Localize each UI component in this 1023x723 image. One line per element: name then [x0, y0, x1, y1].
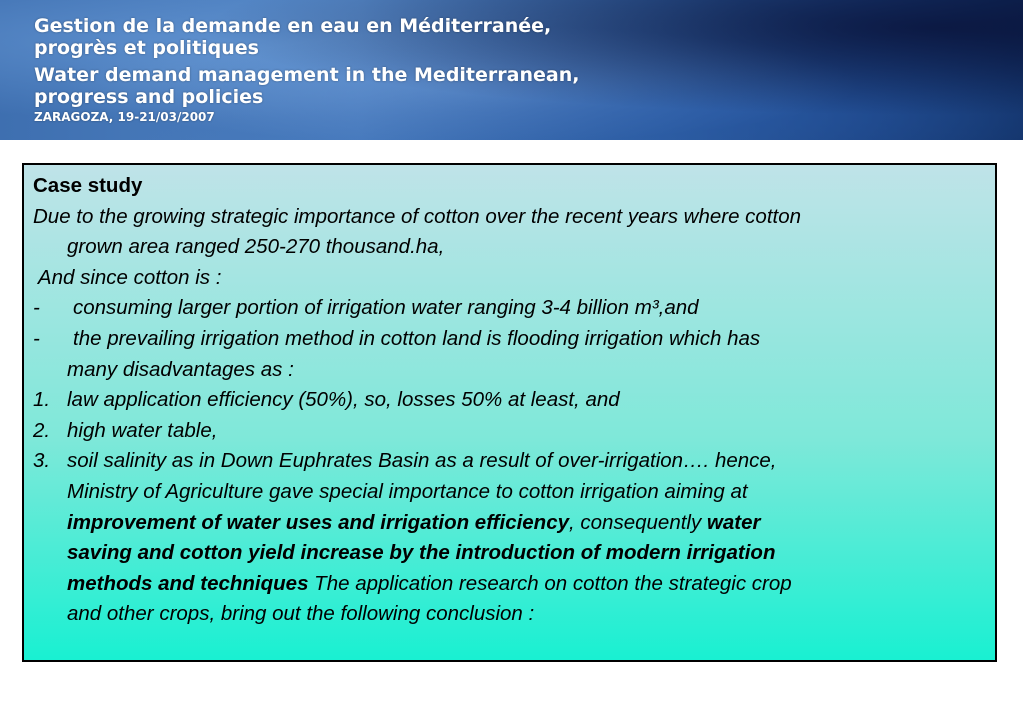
bullet-marker: - — [33, 326, 40, 350]
intro-line-1: Due to the growing strategic importance of cotton over the recent years where cotton — [33, 204, 802, 228]
numbered-item-1 — [33, 385, 988, 416]
item-3-line-5 — [33, 569, 988, 600]
since-line: And since cotton is : — [33, 265, 222, 289]
item-number: 1. — [33, 388, 51, 412]
item-number: 2. — [33, 418, 51, 442]
item-3-line-4: saving and cotton yield increase by the introduction of modern irrigation — [67, 541, 776, 565]
bullet-text: the prevailing irrigation method in cotton land is flooding irrigation which has — [73, 326, 761, 350]
banner-title-en-line2: progress and policies — [34, 86, 264, 108]
case-study-box — [22, 163, 997, 662]
item-3-line-3 — [33, 508, 988, 539]
case-study-heading: Case study — [33, 174, 143, 197]
bullet-item-1 — [33, 293, 988, 324]
numbered-item-3 — [33, 446, 988, 477]
banner-location-date: ZARAGOZA, 19-21/03/2007 — [34, 110, 215, 124]
conference-banner — [0, 0, 1023, 140]
case-study-content — [33, 171, 988, 630]
bullet-2-continuation: many disadvantages as : — [67, 357, 294, 381]
banner-title-fr-line1: Gestion de la demande en eau en Méditerranée, — [34, 15, 552, 37]
item-text: soil salinity as in Down Euphrates Basin as a result of over-irrigation…. hence, — [67, 449, 777, 473]
item-3-line-6: and other crops, bring out the following conclusion : — [67, 602, 535, 626]
emphasis-efficiency: improvement of water uses and irrigation efficiency — [67, 510, 570, 534]
bullet-item-2 — [33, 324, 988, 355]
emphasis-water: water — [706, 510, 761, 534]
item-3-line-2: Ministry of Agriculture gave special importance to cotton irrigation aiming at — [67, 479, 748, 503]
banner-title-en-line1: Water demand management in the Mediterranean, — [34, 64, 580, 86]
bullet-marker: - — [33, 296, 40, 320]
intro-line-2: grown area ranged 250-270 thousand.ha, — [67, 235, 445, 259]
bullet-text: consuming larger portion of irrigation water ranging 3-4 billion m³,and — [73, 296, 699, 320]
emphasis-methods: methods and techniques — [67, 571, 309, 595]
research-text: The application research on cotton the strategic crop — [308, 571, 792, 595]
item-text: law application efficiency (50%), so, losses 50% at least, and — [67, 388, 620, 412]
numbered-item-2 — [33, 416, 988, 447]
item-number: 3. — [33, 449, 51, 473]
item-text: high water table, — [67, 418, 218, 442]
banner-title-fr-line2: progrès et politiques — [34, 37, 259, 59]
connector-text: , consequently — [569, 510, 707, 534]
